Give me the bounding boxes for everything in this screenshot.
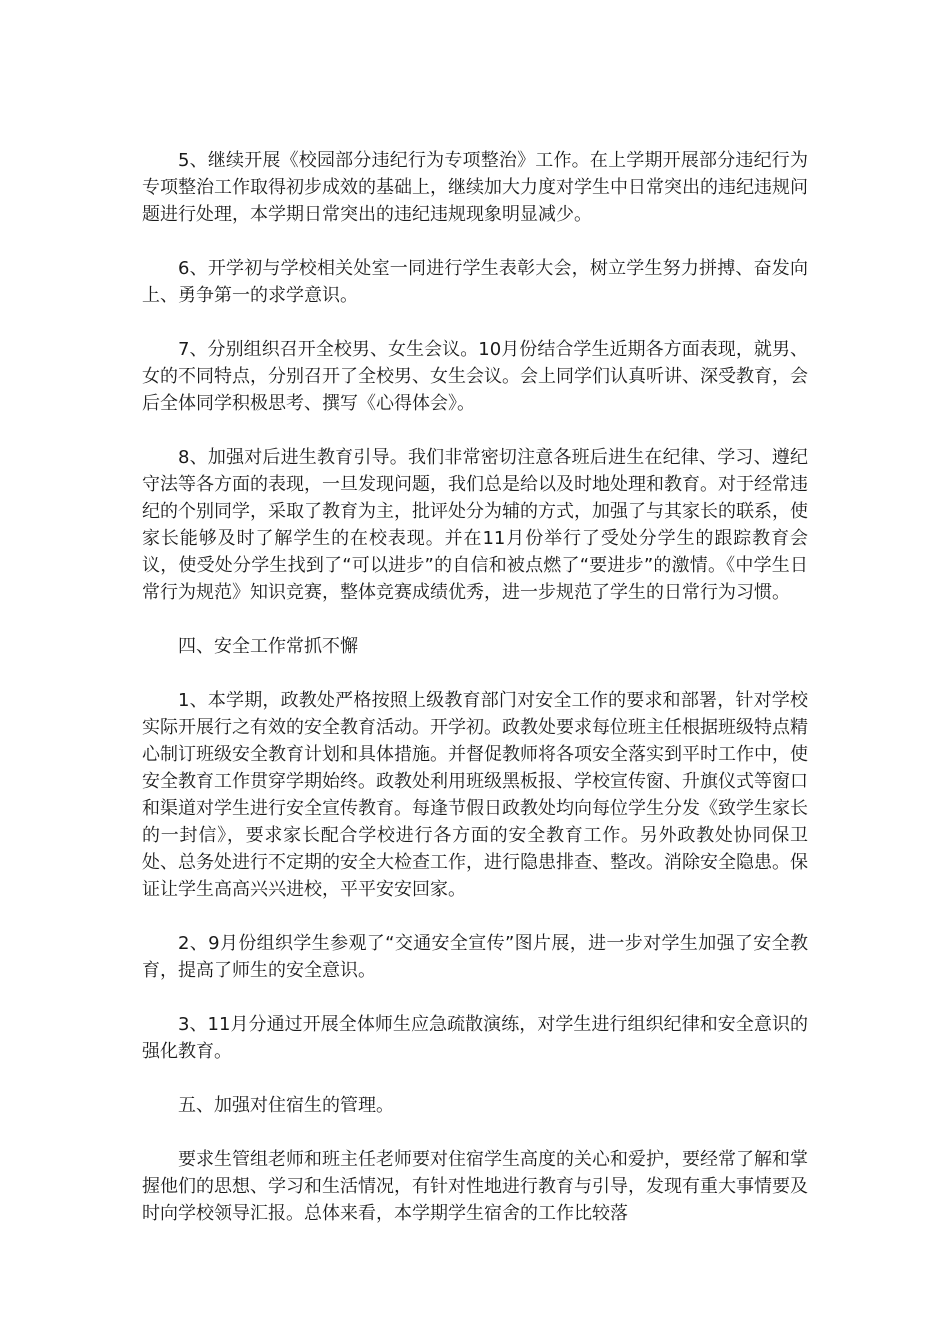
section-heading-dormitory: 五、加强对住宿生的管理。	[178, 1095, 394, 1116]
paragraph-safety-1: 1、本学期，政教处严格按照上级教育部门对安全工作的要求和部署，针对学校实际开展行之有效的安全教育活动。开学初。政教处要求每位班主任根据班级特点精心制订班级安全教育计划和具体措施。并督促教师将各项安全落实到平时工作中，使安全教育工作贯穿学期始终。政教处利用班级黑板报、学校宣传窗、升旗仪式等窗口和渠道对学生进行安全宣传教育。每逢节假日政教处均向每位学生分发《致学生家长的一封信》，要求家长配合学校进行各方面的安全教育工作。另外政教处协同保卫处、总务处进行不定期的安全大检查工作，进行隐患排查、整改。消除安全隐患。保证让学生高高兴兴进校，平平安安回家。	[142, 690, 808, 900]
paragraph-item-8: 8、加强对后进生教育引导。我们非常密切注意各班后进生在纪律、学习、遵纪守法等各方面的表现，一旦发现问题，我们总是给以及时地处理和教育。对于经常违纪的个别同学，采取了教育为主，批评处分为辅的方式，加强了与其家长的联系，使家长能够及时了解学生的在校表现。并在11月份举行了受处分学生的跟踪教育会议，使受处分学生找到了“可以进步”的自信和被点燃了“要进步”的激情。《中学生日常行为规范》知识竞赛，整体竞赛成绩优秀，进一步规范了学生的日常行为习惯。	[142, 447, 808, 603]
paragraph-dormitory: 要求生管组老师和班主任老师要对住宿学生高度的关心和爱护，要经常了解和掌握他们的思想、学习和生活情况，有针对性地进行教育与引导，发现有重大事情要及时向学校领导汇报。总体来看，本学期学生宿舍的工作比较落	[142, 1149, 808, 1224]
paragraph-item-6: 6、开学初与学校相关处室一同进行学生表彰大会，树立学生努力拼搏、奋发向上、勇争第一的求学意识。	[142, 258, 808, 306]
paragraph-safety-3: 3、11月分通过开展全体师生应急疏散演练，对学生进行组织纪律和安全意识的强化教育。	[142, 1014, 808, 1062]
document-page	[142, 147, 808, 1254]
paragraph-item-5: 5、继续开展《校园部分违纪行为专项整治》工作。在上学期开展部分违纪行为专项整治工作取得初步成效的基础上，继续加大力度对学生中日常突出的违纪违规问题进行处理，本学期日常突出的违纪违规现象明显减少。	[142, 150, 808, 225]
paragraph-item-7: 7、分别组织召开全校男、女生会议。10月份结合学生近期各方面表现，就男、女的不同特点，分别召开了全校男、女生会议。会上同学们认真听讲、深受教育，会后全体同学积极思考、撰写《心得体会》。	[142, 339, 808, 414]
section-heading-safety: 四、安全工作常抓不懈	[178, 636, 358, 657]
paragraph-safety-2: 2、9月份组织学生参观了“交通安全宣传”图片展，进一步对学生加强了安全教育，提高了师生的安全意识。	[142, 933, 808, 981]
